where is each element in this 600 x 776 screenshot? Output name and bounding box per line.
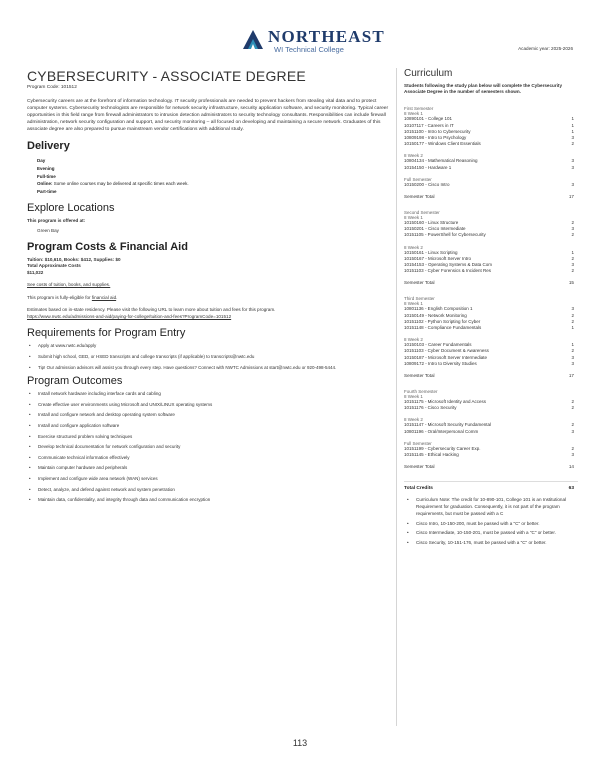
course-name: 10151148 - Compliance Fundamentals [404, 325, 482, 331]
outcome-item: • Maintain computer hardware and peripherals [27, 465, 389, 471]
curriculum-note: • Cisco Security, 10-151-176, must be passed with a "C" or better. [404, 540, 578, 547]
course-credits: 2 [571, 348, 574, 354]
course-name: 10151147 - Microsoft Security Fundamental [404, 422, 491, 428]
tuition-url-link[interactable]: https://www.nwtc.edu/admissions-and-aid/paying-for-college/tuition-and-fees?ProgramCode=101512 [27, 313, 232, 319]
course-name: 10151102 - Python Scripting for Cyber [404, 318, 481, 324]
delivery-item [37, 165, 389, 173]
financial-aid-link[interactable]: financial aid [91, 294, 117, 300]
semester-total-value: 15 [568, 280, 574, 286]
financial-aid-prefix: This program is fully-eligible for [27, 294, 92, 300]
locations-offered-label: This program is offered at: [27, 217, 86, 223]
course-name: 10150149 - Network Monitoring [404, 312, 467, 318]
course-row [404, 232, 578, 238]
costs-link[interactable]: See costs of tuition, books, and supplies. [27, 282, 111, 288]
total-credits-label: Total Credits [404, 486, 433, 492]
delivery-label: Evening [37, 165, 55, 171]
semester-total-value: 14 [568, 464, 574, 470]
program-details-column [27, 68, 389, 508]
term-block-heading: 8 Week 2 [404, 244, 423, 250]
course-name: 10150200 - Cisco Intro [404, 181, 450, 187]
page-number: 113 [292, 738, 308, 748]
page-header [0, 0, 600, 62]
term-block-heading: 8 Week 1 [404, 301, 423, 307]
outcome-item: • Implement and configure wide area network (WAN) services [27, 476, 389, 482]
delivery-label: Full-time [37, 173, 56, 179]
term-block-heading: 8 Week 2 [404, 153, 423, 159]
course-credits: 2 [571, 220, 574, 226]
course-credits: 2 [571, 312, 574, 318]
semester-heading: Third Semester [404, 296, 435, 302]
semester-total-row [404, 280, 578, 285]
program-description: Cybersecurity careers are at the forefront of information technology. IT security professionals are needed to prevent hackers from stealing vital data and to protect computer systems. Cybersecurity technologists are responsible for network security infrastructure, security application software, and security monitoring. Typical career opportunities in this field range from firewall administrators to intrusion detection administrators to security technology consultants. Responsibilities can include firewall administration, network security configuration and support, and security monitoring – all focused on developing and maintaining a secure network. Graduates of this associate degree are also prepared to pursue mainstream vendor certifications with additional study. [27, 99, 389, 132]
course-credits: 1 [571, 128, 574, 134]
logo-emblem-icon [240, 27, 266, 53]
course-credits: 2 [571, 405, 574, 411]
requirements-list [27, 343, 389, 371]
outcome-item: • Install network hardware including interface cards and cabling [27, 391, 389, 397]
requirement-item: • Tip! Our admission advisors will assist you through every step. Have questions? Connect with NWTC Admissions at start@nwtc.edu or 920-498-5444. [27, 365, 389, 371]
curriculum-intro: Students following the study plan below will complete the Cybersecurity Associate Degree in the number of semesters shown. [404, 83, 562, 95]
course-name: 10809172 - Intro to Diversity Studies [404, 360, 477, 366]
course-name: 10151100 - Intro to Cybersecurity [404, 128, 471, 134]
semester-total-value: 17 [568, 194, 574, 200]
delivery-item [37, 173, 389, 181]
course-row [404, 165, 578, 171]
total-cost-label: Total Approximate Costs [27, 263, 81, 269]
course-name: 10151105 - PowerShell for Cybersecurity [404, 232, 486, 238]
delivery-label: Day [37, 158, 46, 163]
course-row [404, 452, 578, 458]
cost-breakdown: Tuition: $10,610, Books: $412, Supplies: $0 [27, 256, 121, 262]
course-credits: 1 [571, 249, 574, 255]
course-credits: 3 [571, 306, 574, 312]
outcome-item: • Create effective user environments using Microsoft and UNIX/LINUX operating systems [27, 402, 389, 408]
term-block-heading: Full Semester [404, 440, 432, 446]
course-name: 10890101 - College 101 [404, 116, 453, 122]
course-name: 10151175 - Microsoft Identity and Access [404, 399, 486, 405]
course-credits: 1 [571, 342, 574, 348]
course-name: 10801196 - Oral/Interpersonal Comm [404, 428, 479, 434]
course-credits: 2 [571, 318, 574, 324]
outcomes-list [27, 391, 389, 503]
term-block-heading: 8 Week 2 [404, 337, 423, 343]
course-credits: 2 [571, 445, 574, 451]
total-credits-row [404, 481, 578, 491]
course-row [404, 268, 578, 274]
course-name: 10151103 - Cyber Document & Awareness [404, 348, 489, 354]
logo-wordmark: NORTHEAST [268, 27, 385, 46]
course-credits: 1 [571, 116, 574, 122]
course-name: 10150161 - Linux Scripting [404, 249, 458, 255]
course-credits: 3 [571, 158, 574, 164]
college-logo [240, 27, 385, 55]
course-name: 10150201 - Cisco Intermediate [404, 226, 466, 232]
semester-total-label: Semester Total [404, 194, 435, 200]
delivery-item [37, 180, 389, 188]
term-block-heading: 8 Week 1 [404, 394, 423, 400]
course-row [404, 405, 578, 411]
delivery-list [37, 157, 389, 196]
course-credits: 3 [571, 135, 574, 141]
semester-total-label: Semester Total [404, 373, 435, 379]
curriculum-notes [404, 497, 578, 547]
delivery-heading: Delivery [27, 140, 70, 152]
course-name: 10150167 - Microsoft Server Intro [404, 255, 472, 261]
course-credits: 3 [571, 262, 574, 268]
course-credits: 2 [571, 232, 574, 238]
locations-heading: Explore Locations [27, 201, 115, 214]
program-title: CYBERSECURITY - ASSOCIATE DEGREE [27, 68, 306, 84]
course-name: 10151103 - Cyber Forensics & Incident Res [404, 268, 491, 274]
course-credits: 3 [571, 354, 574, 360]
outcome-item: • Develop technical documentation for network configuration and security [27, 444, 389, 450]
course-credits: 2 [571, 399, 574, 405]
outcomes-heading: Program Outcomes [27, 375, 123, 388]
course-credits: 3 [571, 181, 574, 187]
term-block-heading: 8 Week 1 [404, 111, 423, 117]
course-credits: 1 [571, 325, 574, 331]
semester-total-row [404, 373, 578, 378]
course-row [404, 325, 578, 331]
outcome-item: • Maintain data, confidentiality, and integrity through data and communication encryption [27, 497, 389, 503]
curriculum-plan [404, 106, 578, 469]
term-block-heading: 8 Week 2 [404, 417, 423, 423]
term-block-heading: Full Semester [404, 176, 432, 182]
course-name: 10151199 - Cybersecurity Career Exp. [404, 445, 481, 451]
course-name: 10107117 - Careers in IT [404, 122, 454, 128]
requirement-item: • Apply at www.nwtc.edu/apply [27, 343, 389, 349]
outcome-item: • Install and configure application software [27, 423, 389, 429]
curriculum-note: • Curriculum Note: The credit for 10-890-101, College 101 is an Institutional Requirement for graduation. Consequently, it is not part of the program requirements, but must be passed with a C [404, 497, 578, 517]
financial-aid-note [27, 295, 389, 302]
course-name: 10154153 - Operating Systems & Data Com [404, 262, 493, 268]
curriculum-heading: Curriculum [404, 68, 453, 79]
outcome-item: • Communicate technical information effectively [27, 455, 389, 461]
course-credits: 2 [571, 141, 574, 147]
total-credits-value: 63 [568, 486, 574, 492]
course-credits: 2 [571, 422, 574, 428]
course-name: 10150187 - Microsoft Server Intermediate [404, 354, 488, 360]
academic-year: Academic year: 2025-2026 [518, 46, 573, 51]
course-name: 10151176 - Cisco Security [404, 405, 457, 411]
semester-total-row [404, 464, 578, 469]
course-name: 10151145 - Ethical Hacking [404, 452, 459, 458]
course-name: 10804134 - Mathematical Reasoning [404, 158, 478, 164]
course-row [404, 361, 578, 367]
course-credits: 3 [571, 360, 574, 366]
curriculum-note: • Cisco Intermediate, 10-150-201, must be passed with a "C" or better. [404, 530, 578, 537]
location-list [37, 228, 389, 235]
semester-heading: Second Semester [404, 210, 440, 216]
program-code: Program Code: 101512 [27, 85, 77, 90]
outcome-item: • Install and configure network and desktop operating system software [27, 412, 389, 418]
curriculum-note: • Cisco Intro, 10-150-200, must be passed with a "C" or better. [404, 521, 578, 528]
outcome-item: • Exercise structured problem solving techniques [27, 434, 389, 440]
course-name: 10801136 - English Composition 1 [404, 306, 473, 312]
course-credits: 2 [571, 255, 574, 261]
course-credits: 3 [571, 452, 574, 458]
curriculum-column [396, 68, 578, 726]
requirements-heading: Requirements for Program Entry [27, 327, 186, 340]
semester-total-label: Semester Total [404, 464, 435, 470]
course-name: 10809198 - Intro to Psychology [404, 135, 467, 141]
course-name: 10150103 - Career Fundamentals [404, 342, 472, 348]
semester-heading: Fourth Semester [404, 389, 438, 395]
course-credits: 3 [571, 428, 574, 434]
logo-subtitle: WI Technical College [274, 45, 344, 54]
outcome-item: • Detect, analyze, and defend against network and system penetration [27, 487, 389, 493]
course-name: 10154150 - Hardware 1 [404, 164, 452, 170]
estimate-note: Estimates based on in-state residency. Please visit the following URL to learn more about tuition and fees for this program. [27, 307, 276, 313]
delivery-label: Online: [37, 181, 53, 187]
delivery-item [37, 188, 389, 196]
course-credits: 2 [571, 268, 574, 274]
semester-total-value: 17 [568, 373, 574, 379]
course-row [404, 429, 578, 435]
delivery-item [37, 157, 389, 165]
semester-total-label: Semester Total [404, 280, 435, 286]
course-credits: 3 [571, 226, 574, 232]
costs-heading: Program Costs & Financial Aid [27, 240, 188, 253]
delivery-label: Part-time [37, 189, 57, 195]
delivery-text: Some online courses may be delivered at specific times each week. [52, 181, 189, 187]
semester-total-row [404, 194, 578, 199]
total-cost-value: $11,022 [27, 269, 44, 275]
term-block-heading: 8 Week 1 [404, 215, 423, 221]
semester-heading: First Semester [404, 106, 434, 112]
location-item: Green Bay [37, 228, 59, 234]
course-row [404, 141, 578, 147]
course-credits: 1 [571, 122, 574, 128]
course-name: 10150160 - Linux Structure [404, 220, 459, 226]
course-credits: 3 [571, 164, 574, 170]
course-name: 10150177 - Windows Client Essentials [404, 141, 481, 147]
requirement-item: • Submit high school, GED, or HSED transcripts and college transcripts (if applicable) to transcripts@nwtc.edu [27, 354, 389, 360]
financial-aid-suffix: . [116, 294, 118, 300]
course-row [404, 182, 578, 188]
